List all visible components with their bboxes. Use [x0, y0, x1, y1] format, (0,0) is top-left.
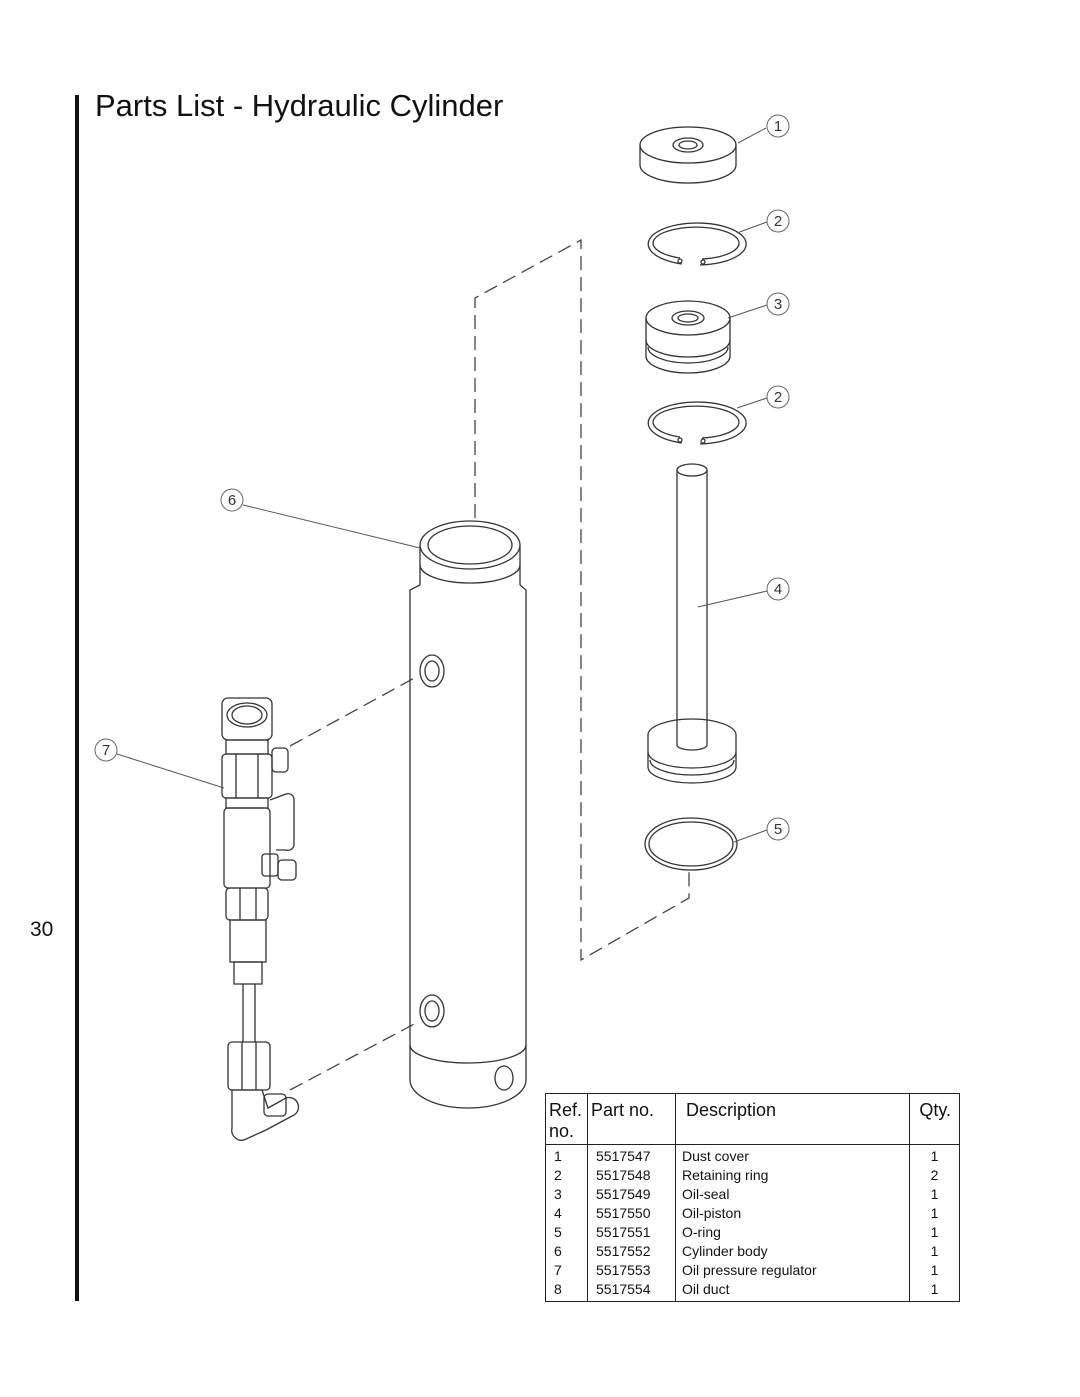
table-header-row: [546, 1094, 960, 1145]
table-row: [546, 1166, 960, 1185]
cell-part-no: 5517554: [588, 1280, 676, 1302]
callout-label: 3: [773, 296, 783, 313]
table-row: [546, 1145, 960, 1167]
cell-description: Oil-seal: [676, 1185, 910, 1204]
cell-ref: 6: [546, 1242, 588, 1261]
parts-table: [545, 1093, 960, 1302]
cell-qty: 1: [910, 1261, 960, 1280]
header-part-no: Part no.: [588, 1094, 676, 1145]
cell-qty: 1: [910, 1223, 960, 1242]
page-number: 30: [30, 918, 54, 941]
cell-ref: 1: [546, 1145, 588, 1167]
header-description: Description: [676, 1094, 910, 1145]
callout-label: 1: [773, 118, 783, 135]
cell-qty: 1: [910, 1280, 960, 1302]
cell-ref: 3: [546, 1185, 588, 1204]
table-row: [546, 1223, 960, 1242]
callout-label: 6: [227, 492, 237, 509]
oil-piston-part: [648, 464, 736, 783]
header-ref: Ref. no.: [546, 1094, 588, 1145]
cell-part-no: 5517548: [588, 1166, 676, 1185]
retaining-ring-part: [648, 402, 746, 444]
cell-qty: 2: [910, 1166, 960, 1185]
cell-part-no: 5517552: [588, 1242, 676, 1261]
o-ring-part: [645, 818, 737, 870]
cylinder-body-part: [410, 521, 526, 1108]
table-row: [546, 1185, 960, 1204]
cell-qty: 1: [910, 1204, 960, 1223]
cell-ref: 7: [546, 1261, 588, 1280]
cell-part-no: 5517549: [588, 1185, 676, 1204]
table-row: [546, 1242, 960, 1261]
oil-seal-part: [646, 301, 730, 373]
cell-ref: 8: [546, 1280, 588, 1302]
cell-part-no: 5517553: [588, 1261, 676, 1280]
cell-ref: 2: [546, 1166, 588, 1185]
cell-part-no: 5517547: [588, 1145, 676, 1167]
cell-description: Oil-piston: [676, 1204, 910, 1223]
cell-ref: 4: [546, 1204, 588, 1223]
callout-label: 2: [773, 389, 783, 406]
oil-duct-part: [228, 1042, 298, 1140]
header-qty: Qty.: [910, 1094, 960, 1145]
cell-part-no: 5517550: [588, 1204, 676, 1223]
cell-description: Dust cover: [676, 1145, 910, 1167]
callout-label: 5: [773, 821, 783, 838]
leader-lines: [117, 128, 767, 842]
cell-qty: 1: [910, 1185, 960, 1204]
cell-ref: 5: [546, 1223, 588, 1242]
page-title: Parts List - Hydraulic Cylinder: [95, 88, 504, 123]
retaining-ring-part: [648, 223, 746, 265]
cell-description: Cylinder body: [676, 1242, 910, 1261]
cell-part-no: 5517551: [588, 1223, 676, 1242]
assembly-guide-lines: [290, 240, 689, 1090]
cell-description: Oil duct: [676, 1280, 910, 1302]
cell-description: Retaining ring: [676, 1166, 910, 1185]
table-row: [546, 1204, 960, 1223]
callout-label: 7: [101, 742, 111, 759]
table-row: [546, 1261, 960, 1280]
cell-description: O-ring: [676, 1223, 910, 1242]
callout-label: 4: [773, 581, 783, 598]
table-row: [546, 1280, 960, 1302]
cell-qty: 1: [910, 1145, 960, 1167]
dust-cover-part: [640, 127, 736, 183]
callout-label: 2: [773, 213, 783, 230]
cell-description: Oil pressure regulator: [676, 1261, 910, 1280]
oil-pressure-regulator-part: [222, 698, 296, 1042]
cell-qty: 1: [910, 1242, 960, 1261]
